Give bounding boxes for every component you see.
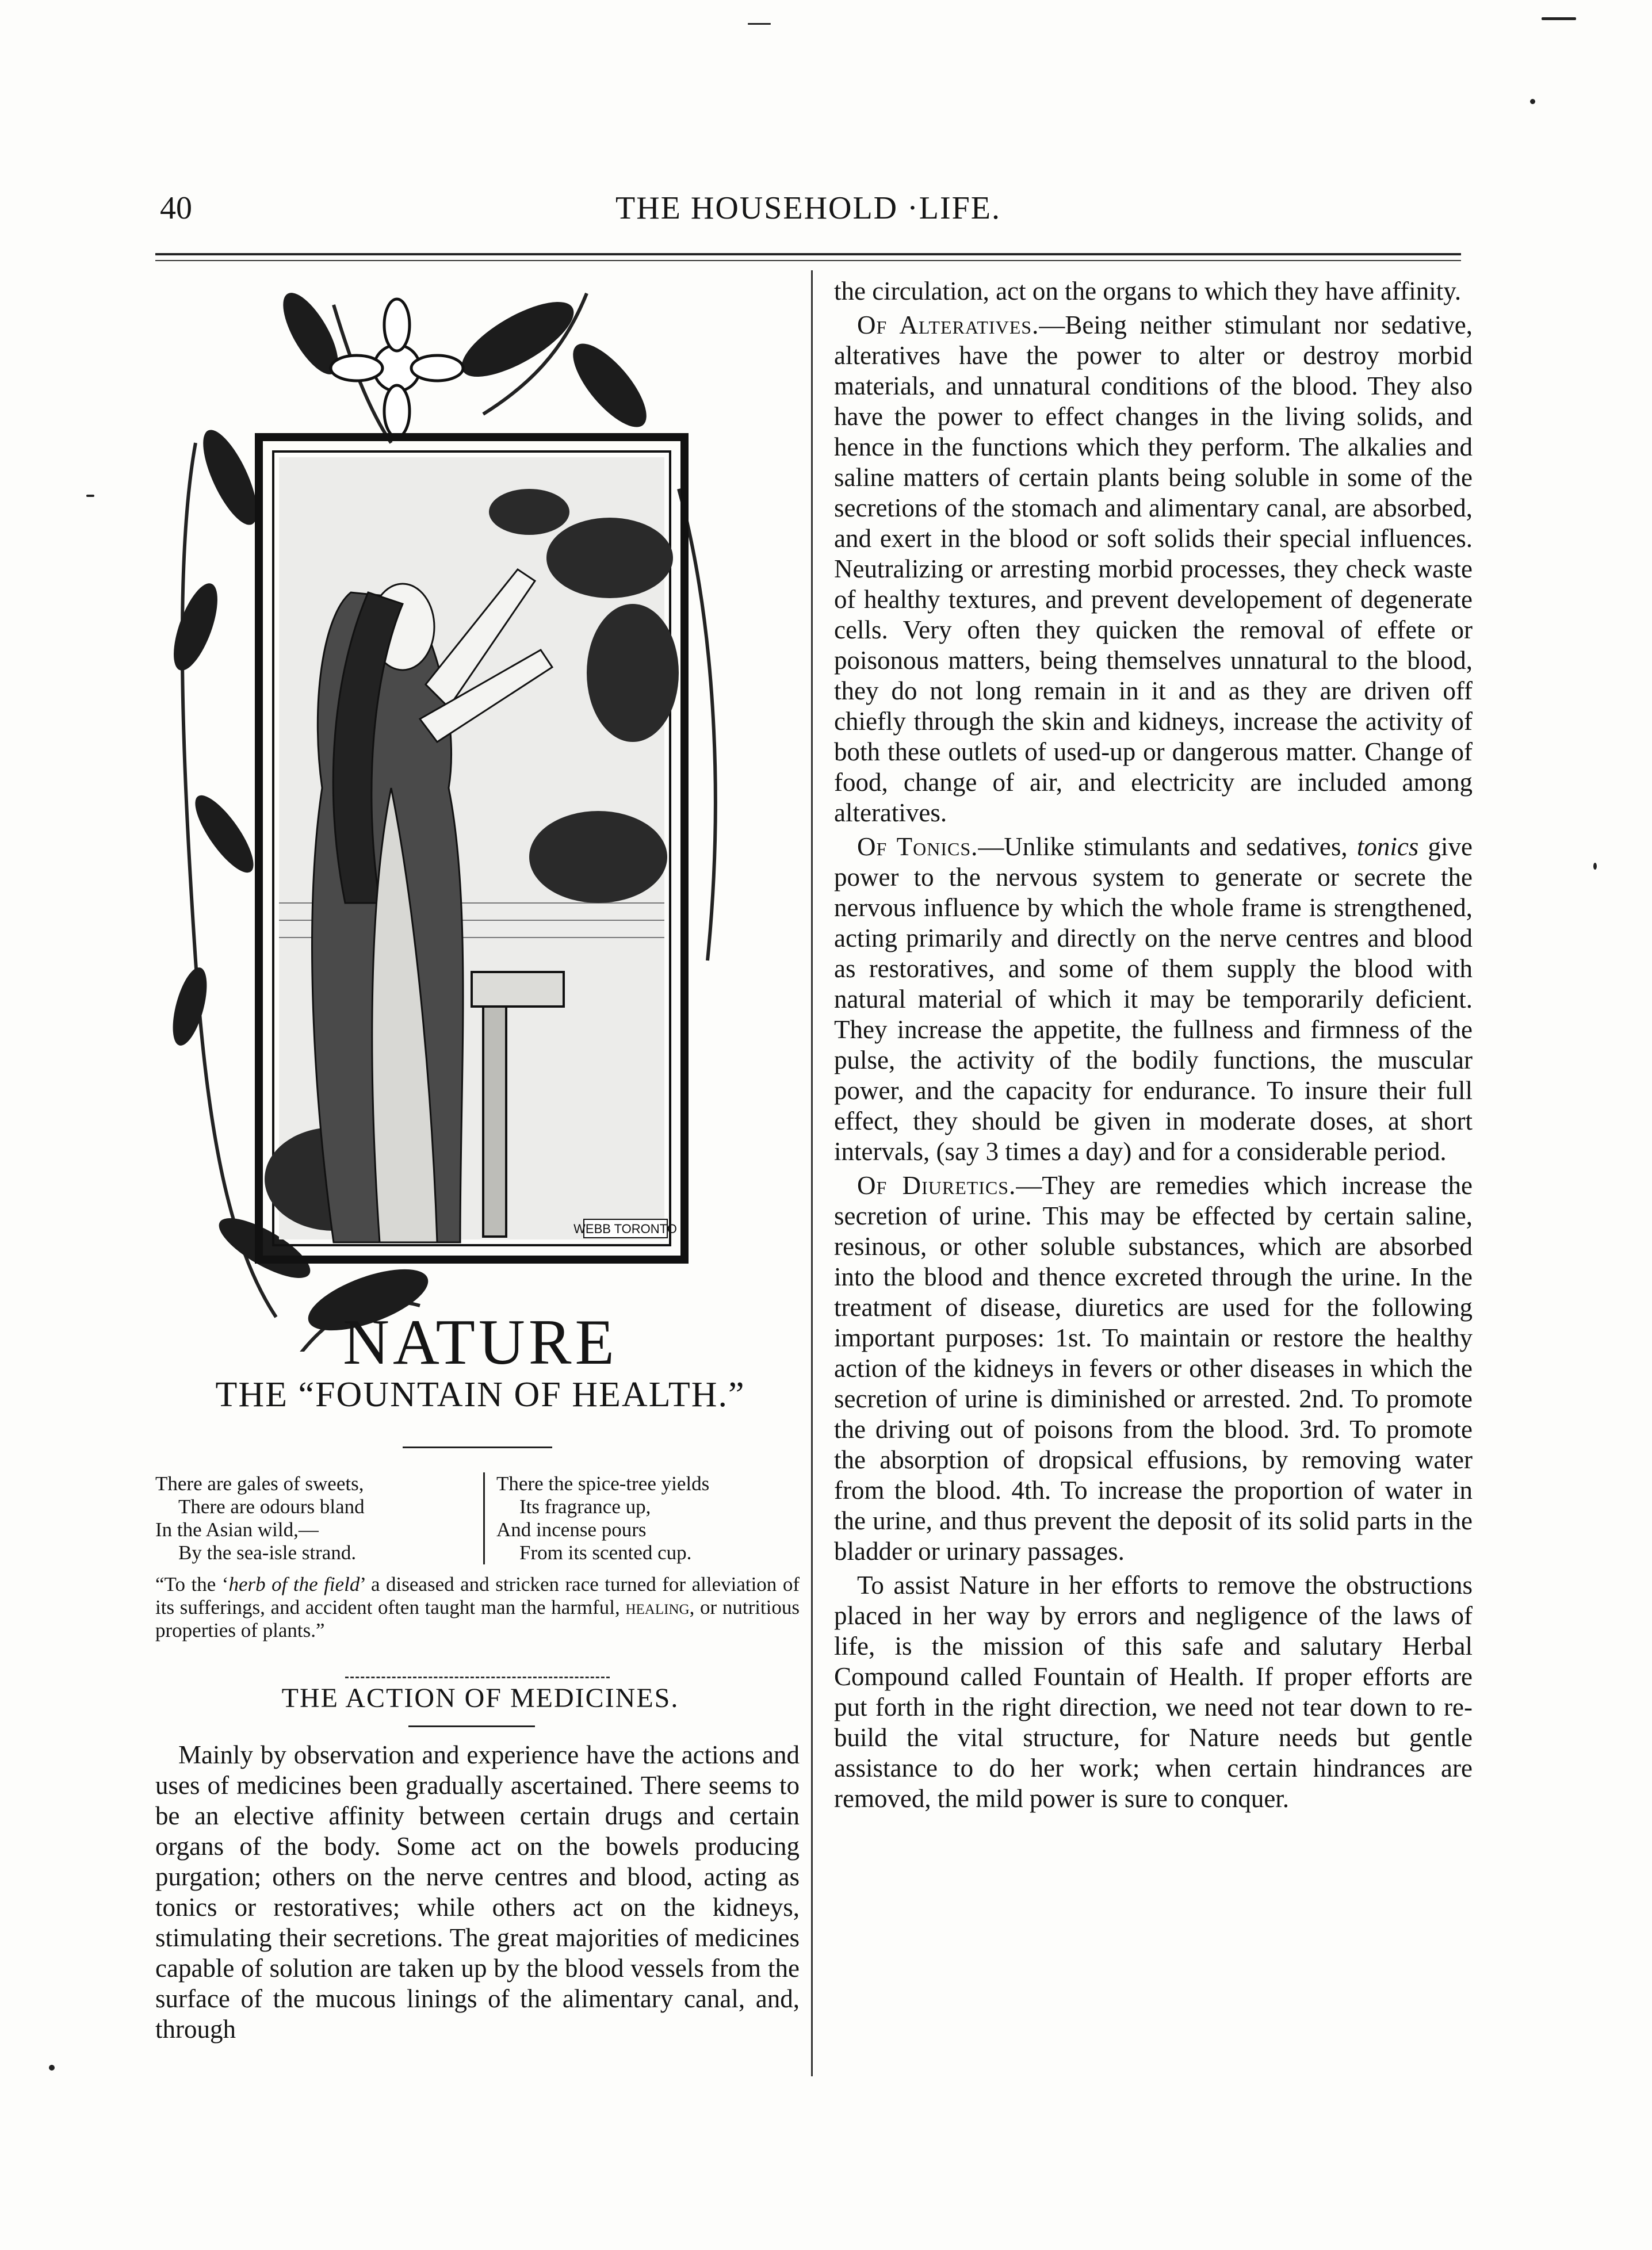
page-title: NATURE [343,1307,618,1378]
diuretics-text: —They are remedies which increase the secretion of urine. This may be effected by certain saline, resinous, or other soluble substances, which are absorbed into the blood and thence excreted through the urine. In the treatment of disease, diuretics are used for the following important purposes: 1st. To maintain or restore the healthy action of the kidneys in fevers or other diseases in which the secretion of urine is diminished or arrested. 2nd. To promote the driving out of poisons from the blood. 3rd. To promote the absorption of dropsical effusions, by removing water from the blood. 4th. To increase the proportion of water in the urine, and thus prevent the deposit of its solid parts in the bladder or urinary passages. [834,1171,1473,1566]
illustration [161,270,782,1352]
alteratives-paragraph [834,310,1473,828]
alteratives-text: —Being neither stimulant nor sedative, alteratives have the power to alter or destroy morbid materials, and unnatural conditions of the blood. They also have the power to effect changes in the living solids, and hence in the functions which they perform. The alkalies and saline matters of certain plants being soluble in some of the secretions of the stomach and alimentary canal, are absorbed, and exert in the blood or soft solids their special influences. Neutralizing or arresting morbid processes, they check waste of healthy textures, and prevent developement of degenerate cells. Very often they quicken the removal of effete or poisonous matters, being themselves unnatural to the blood, they do not long remain in it and as they are driven off chiefly through the skin and kidneys, increase the activity of both these outlets of used-up or dangerous matter. Change of food, change of air, and electricity are included among alteratives. [834,311,1473,827]
tonics-italic: tonics [1356,832,1419,861]
tonics-heading: Of Tonics. [857,832,978,861]
body-paragraph: Mainly by observation and experience have the actions and uses of medicines been gradually ascertained. There seems to be an elective affinity between certain drugs and certain organs of the body. Some act on the bowels producing purgation; others on the nerve centres and blood, acting as tonics or restoratives; while others act on the kidneys, stimulating their secretions. The great majorities of medicines capable of solution are taken up by the blood vessels from the surface of the mucous linings of the alimentary canal, and, through [155,1740,800,2044]
engraver-signature: WEBB TORONTO [573,1222,677,1236]
column-divider [811,270,813,2076]
poem-left-stanza [155,1472,466,1564]
poem-line: By the sea-isle strand. [178,1541,357,1564]
page-header [155,190,1461,242]
section-heading: THE ACTION OF MEDICINES. [281,1683,679,1713]
header-rule-thin [155,260,1461,261]
alteratives-heading: Of Alteratives. [857,311,1039,339]
diuretics-paragraph [834,1170,1473,1567]
title-rule [403,1447,552,1448]
poem [155,1472,800,1570]
diuretics-heading: Of Diuretics. [857,1171,1016,1200]
epigraph-quote [155,1573,800,1642]
quote-small-caps: healing [625,1596,690,1618]
print-speck [1542,17,1576,20]
print-speck [1593,863,1597,870]
header-rule [155,253,1461,255]
quote-italic: herb of the field [228,1573,360,1595]
poem-line: From its scented cup. [519,1541,692,1564]
print-speck [1530,99,1535,104]
tonics-lead: —Unlike stimulants and sedatives, [978,832,1348,861]
poem-line: In the Asian wild,— [155,1518,319,1541]
quote-close: , or nutritious properties of plants.” [155,1596,800,1641]
section-divider [345,1677,610,1678]
print-speck [748,23,771,25]
poem-line: There the spice-tree yields [496,1472,710,1495]
poem-line: Its fragrance up, [519,1495,651,1518]
running-title: THE HOUSEHOLD ·LIFE. [615,190,1001,226]
poem-line: There are odours bland [178,1495,365,1518]
quote-mid: ’ a diseased and stricken race turned for alleviation of its sufferings, and accident often taught man the harmful, [155,1573,800,1618]
left-column-body [155,1740,800,2045]
print-speck [86,495,94,497]
flower-icon [331,299,463,437]
section-rule [408,1725,535,1727]
right-column [834,276,1473,1817]
engraving-woman-picking-leaves [161,270,782,1352]
tonics-paragraph [834,832,1473,1167]
print-speck [49,2065,55,2071]
page-subtitle: THE “FOUNTAIN OF HEALTH.” [215,1375,745,1414]
poem-right-stanza [483,1472,807,1564]
poem-line: There are gales of sweets, [155,1472,364,1495]
poem-line: And incense pours [496,1518,647,1541]
body-paragraph: the circulation, act on the organs to which they have affinity. [834,277,1462,305]
tonics-text: give power to the nervous system to generate or secrete the nervous influence by which the whole frame is strengthened, acting primarily and directly on the nerve centres and blood as restoratives, and some of them supply the blood with natural material of which it may be temporarily deficient. They increase the appetite, the fullness and firmness of the pulse, the activity of the bodily functions, the muscular power, and the capacity for endurance. To insure their full effect, they should be given in moderate doses, at short intervals, (say 3 times a day) and for a considerable period. [834,832,1473,1166]
quote-open: “To the ‘ [155,1573,229,1595]
closing-paragraph: To assist Nature in her efforts to remove the obstructions placed in her way by errors and negligence of the laws of life, is the mission of this safe and salutary Herbal Compound called Fountain of Health. If proper efforts are put forth in the right direction, we need not tear down to re-build the vital structure, for Nature needs but gentle assistance to do her work; when certain hindrances are removed, the mild power is sure to conquer. [834,1571,1473,1813]
page-number: 40 [160,190,192,226]
